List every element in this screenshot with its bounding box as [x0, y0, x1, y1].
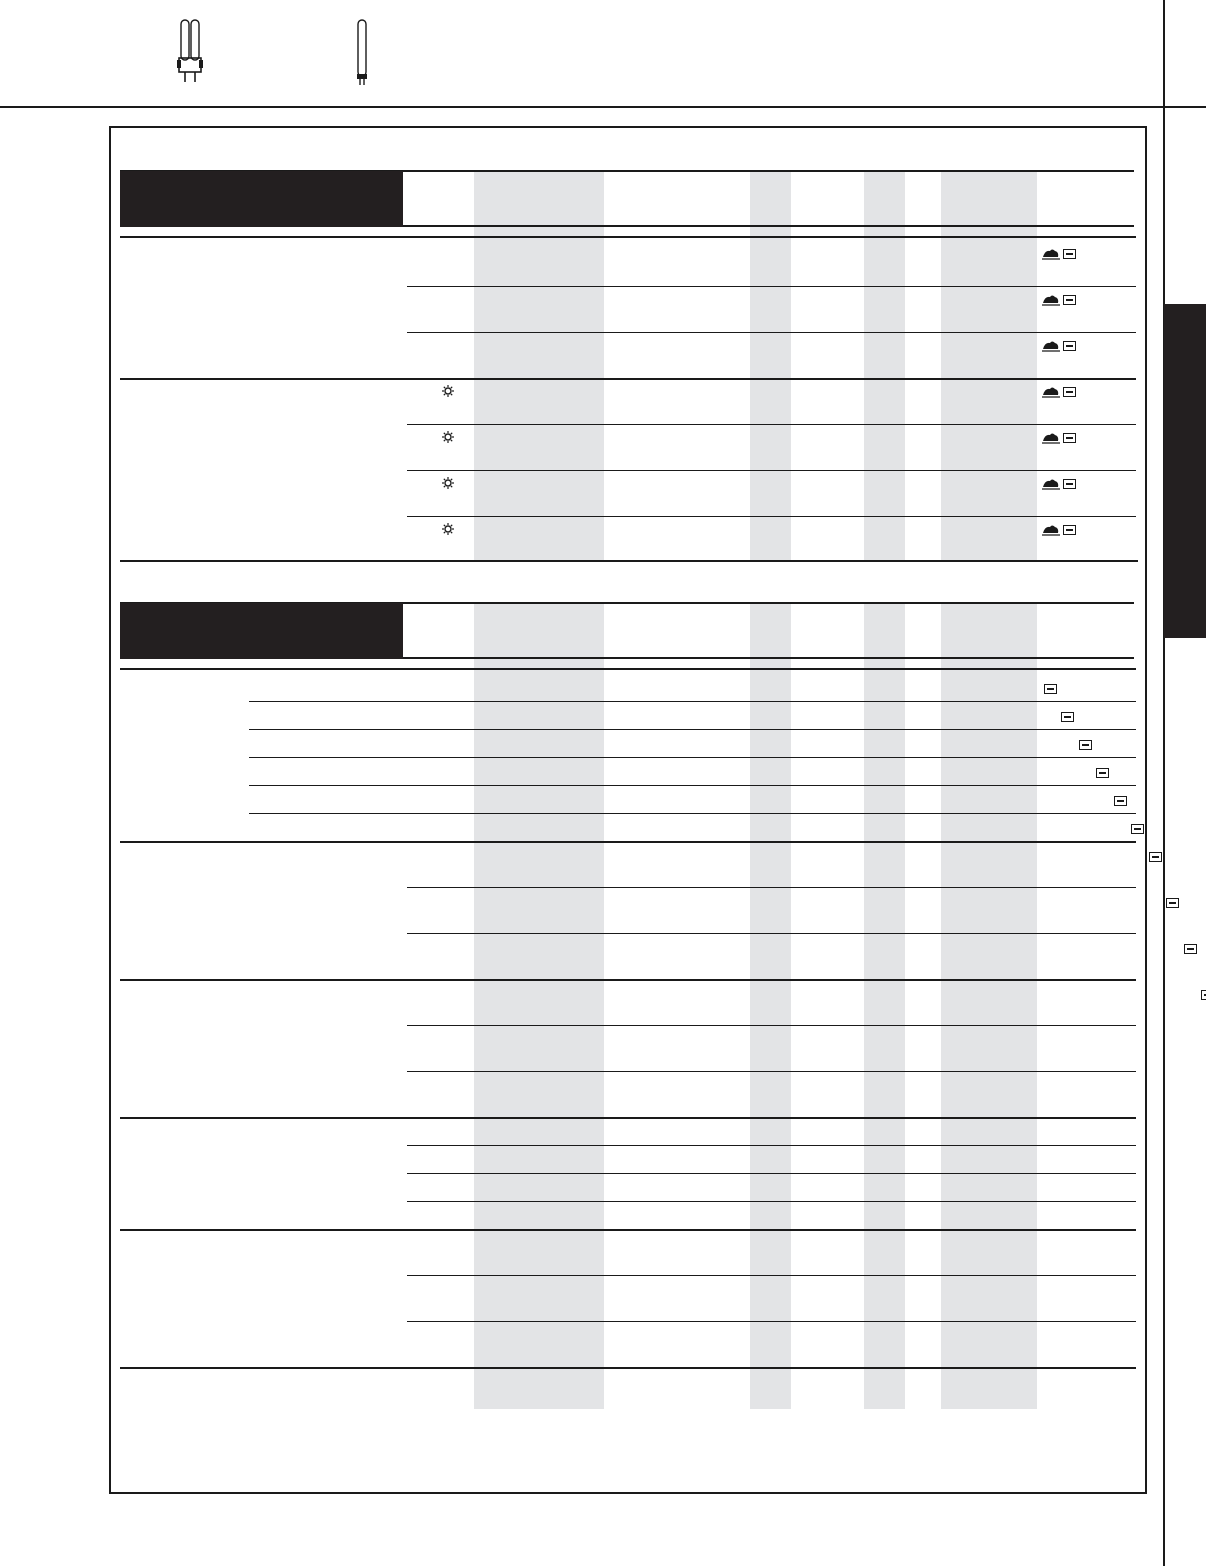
row-divider — [407, 933, 1136, 934]
row-divider — [407, 516, 1136, 517]
cri-icon — [1063, 525, 1076, 535]
row-divider — [407, 1071, 1136, 1072]
cri-icon — [1063, 387, 1076, 397]
row-divider — [407, 424, 1136, 425]
row-divider — [407, 1025, 1136, 1026]
cri-icon — [1063, 249, 1076, 259]
row-divider — [407, 332, 1136, 333]
body-top-rule — [120, 668, 1136, 670]
row-divider — [407, 1321, 1136, 1322]
row-divider — [249, 701, 1136, 702]
section-side-tab[interactable] — [1164, 304, 1206, 638]
cri-icon — [1149, 852, 1162, 862]
outdoor-icon — [1042, 248, 1060, 260]
row-divider — [249, 729, 1136, 730]
cri-icon — [1063, 479, 1076, 489]
outdoor-icon — [1042, 524, 1060, 536]
outdoor-icon — [1042, 432, 1060, 444]
outdoor-icon — [1042, 386, 1060, 398]
row-divider — [249, 757, 1136, 758]
cri-icon — [1201, 990, 1206, 1000]
cri-icon — [1061, 712, 1074, 722]
page-header-rule — [0, 106, 1206, 108]
shaded-column — [474, 171, 604, 561]
group-divider — [120, 841, 1136, 843]
dimmable-icon — [442, 477, 454, 489]
row-feature-icons — [1042, 385, 1076, 399]
group-divider — [120, 378, 1136, 380]
row-feature-icons — [1042, 477, 1076, 491]
cri-icon — [1063, 295, 1076, 305]
shaded-column — [864, 171, 905, 561]
shaded-column — [941, 171, 1037, 561]
outdoor-icon — [1042, 340, 1060, 352]
row-divider — [407, 1145, 1136, 1146]
row-divider — [407, 286, 1136, 287]
cri-icon — [1079, 740, 1092, 750]
row-feature-icons — [1042, 523, 1076, 537]
cri-icon — [1063, 433, 1076, 443]
shaded-column — [750, 603, 791, 1409]
row-divider — [407, 470, 1136, 471]
group-divider — [120, 1117, 1136, 1119]
row-feature-icons — [1042, 431, 1076, 445]
single-tube-long-lamp-icon — [354, 18, 370, 88]
row-divider — [407, 887, 1136, 888]
row-divider — [407, 1173, 1136, 1174]
group-divider — [120, 979, 1136, 981]
shaded-column — [941, 603, 1037, 1409]
outdoor-icon — [1042, 294, 1060, 306]
table-title-block — [120, 171, 403, 227]
cri-icon — [1044, 684, 1057, 694]
cri-icon — [1114, 796, 1127, 806]
row-divider — [249, 785, 1136, 786]
header-bottom-rule — [403, 225, 1134, 227]
dimmable-icon — [442, 523, 454, 535]
dimmable-icon — [442, 385, 454, 397]
outdoor-icon — [1042, 478, 1060, 490]
shaded-column — [864, 603, 905, 1409]
cri-icon — [1063, 341, 1076, 351]
cri-icon — [1096, 768, 1109, 778]
group-divider — [120, 1367, 1136, 1369]
row-divider — [407, 1275, 1136, 1276]
group-divider — [120, 1229, 1136, 1231]
row-feature-icons — [1042, 247, 1076, 261]
cri-icon — [1184, 944, 1197, 954]
row-feature-icons — [1042, 339, 1076, 353]
dimmable-icon — [442, 431, 454, 443]
row-feature-icons — [1042, 293, 1076, 307]
header-bottom-rule — [403, 657, 1134, 659]
body-top-rule — [120, 236, 1136, 238]
cri-icon — [1166, 898, 1179, 908]
row-divider — [249, 813, 1136, 814]
twin-tube-plug-in-lamp-icon — [174, 16, 210, 88]
table-bottom-rule — [120, 560, 1138, 562]
page-margin-rule — [1163, 0, 1165, 1566]
row-divider — [407, 1201, 1136, 1202]
shaded-column — [750, 171, 791, 561]
shaded-column — [474, 603, 604, 1409]
table-title-block — [120, 603, 403, 659]
cri-icon — [1131, 824, 1144, 834]
